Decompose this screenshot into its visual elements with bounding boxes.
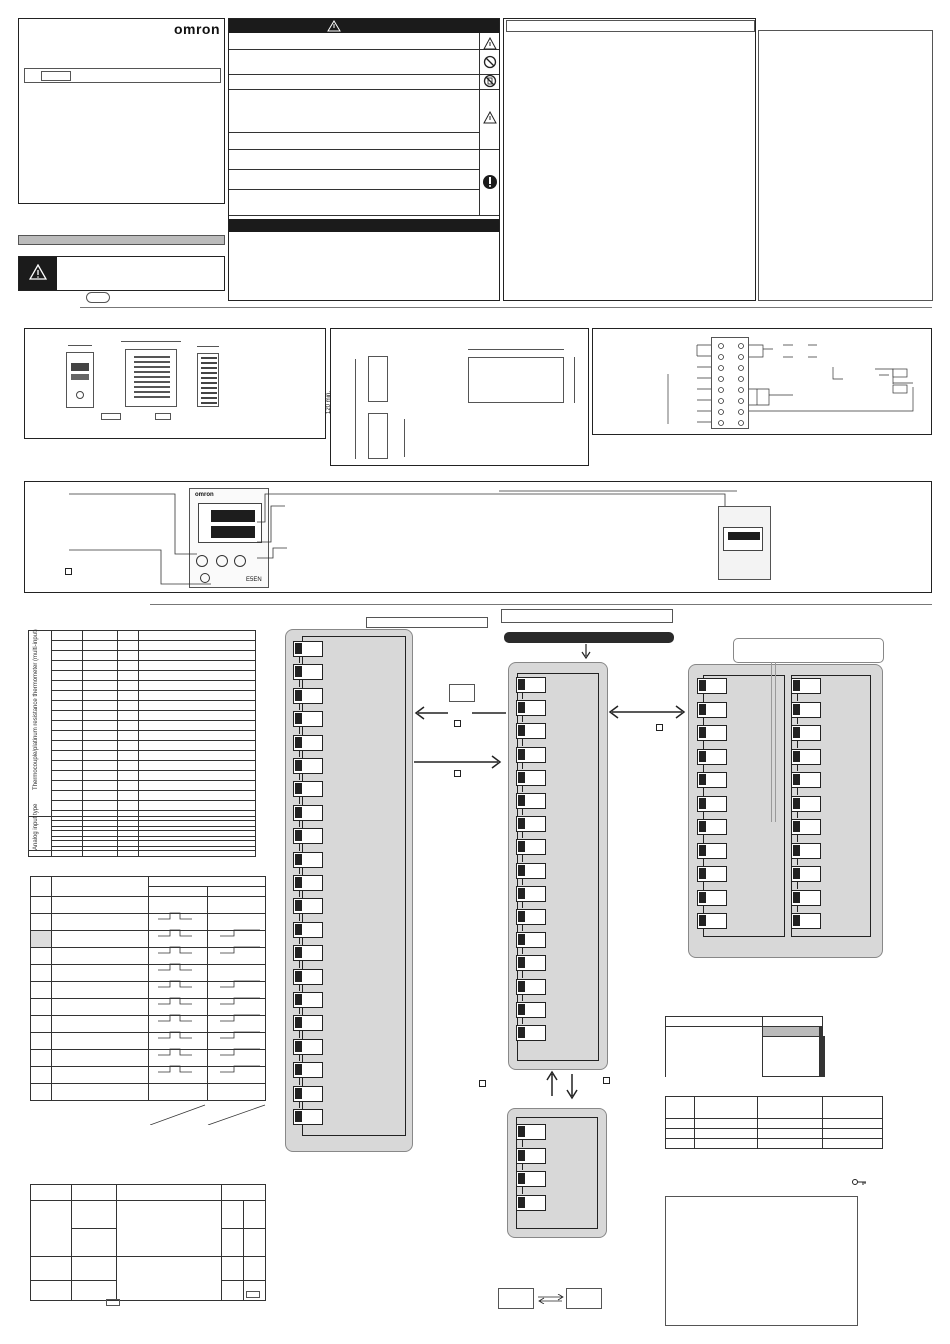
parameter-box	[516, 1124, 546, 1140]
parameter-box	[697, 913, 727, 929]
parameter-box	[516, 1002, 546, 1018]
flow-arrow	[703, 905, 704, 913]
parameter-box	[293, 805, 323, 821]
flow-arrow	[299, 1077, 300, 1084]
notes-panel	[758, 30, 933, 301]
parameter-box	[516, 700, 546, 716]
key-icon	[603, 1077, 610, 1084]
parameter-box	[516, 909, 546, 925]
parameter-box	[697, 843, 727, 859]
cutout-bottom-rect	[368, 413, 388, 459]
parameter-box	[293, 945, 323, 961]
parameter-box	[791, 772, 821, 788]
parameter-box	[293, 664, 323, 680]
flow-arrow	[299, 1030, 300, 1037]
flow-arrow	[797, 693, 798, 701]
parameter-box	[293, 641, 323, 657]
flow-arrow	[703, 811, 704, 819]
flow-arrow	[703, 740, 704, 748]
parameter-box	[293, 1015, 323, 1031]
flow-arrow	[522, 878, 523, 885]
parameter-box	[293, 1086, 323, 1102]
flow-arrow	[299, 796, 300, 803]
warning-icon	[327, 20, 341, 32]
caution-box	[18, 256, 225, 291]
flow-arrow	[522, 1163, 523, 1171]
flow-arrow	[522, 947, 523, 954]
parameter-box	[697, 866, 727, 882]
parameter-box	[293, 969, 323, 985]
parameter-box	[293, 1109, 323, 1125]
input-vertical-label: Thermocouple/platinum resistance thermometer (multi-input)	[33, 629, 39, 790]
parameter-box	[516, 886, 546, 902]
wiring-panel	[592, 328, 932, 435]
display-normal-box	[498, 1288, 534, 1309]
parameter-box	[516, 747, 546, 763]
model-inner-box	[41, 71, 71, 81]
flow-arrow	[299, 890, 300, 897]
flow-arrow	[703, 764, 704, 772]
flow-arrow	[299, 960, 300, 967]
parameter-box	[516, 955, 546, 971]
flow-arrow	[797, 834, 798, 842]
level-title-left	[366, 617, 488, 628]
flow-arrow	[522, 1139, 523, 1147]
parameter-box	[516, 816, 546, 832]
flow-arrow	[299, 820, 300, 827]
parameter-box	[516, 1148, 546, 1164]
safety-header-bar	[229, 19, 499, 33]
parameter-box	[791, 843, 821, 859]
flow-arrow	[703, 717, 704, 725]
parameter-box	[697, 772, 727, 788]
cutout-top-rect	[368, 356, 388, 402]
rear-view-drawing	[197, 353, 219, 407]
parameter-box	[791, 913, 821, 929]
flow-arrow	[797, 740, 798, 748]
flow-arrow	[522, 785, 523, 792]
parameter-box	[293, 688, 323, 704]
flow-arrow	[522, 901, 523, 908]
flow-arrow	[797, 764, 798, 772]
control-output-table	[665, 1016, 825, 1077]
flow-arrow	[703, 834, 704, 842]
flow-arrow	[522, 924, 523, 931]
flow-arrow	[797, 787, 798, 795]
parameter-box	[293, 898, 323, 914]
circle-mark	[86, 292, 110, 303]
wiring-lines	[593, 329, 933, 436]
parameter-box	[293, 852, 323, 868]
parameter-box	[791, 890, 821, 906]
flow-arrow	[522, 692, 523, 699]
parameter-box	[697, 796, 727, 812]
callout-key-box	[65, 568, 72, 575]
flow-arrow	[299, 679, 300, 686]
parameter-box	[516, 770, 546, 786]
parameter-box	[516, 979, 546, 995]
parameter-box	[293, 1062, 323, 1078]
flow-arrow	[299, 773, 300, 780]
key-icon	[852, 1178, 868, 1186]
controller-front-small	[718, 506, 771, 580]
flow-arrow	[797, 811, 798, 819]
no-disassembly-icon	[483, 74, 497, 88]
safety-panel	[228, 18, 500, 301]
front-brand-label: omron	[195, 492, 214, 498]
parameter-box	[293, 711, 323, 727]
flow-arrow	[703, 858, 704, 866]
flow-arrow	[299, 1007, 300, 1014]
parameter-box	[697, 678, 727, 694]
key-icon	[454, 720, 461, 727]
parameter-box	[697, 702, 727, 718]
flow-arrow	[522, 715, 523, 722]
flow-arrow	[299, 984, 300, 991]
toggle-arrows-icon	[536, 1294, 566, 1304]
flow-arrow	[299, 656, 300, 663]
callout-lines	[25, 482, 933, 594]
flow-arrow	[797, 858, 798, 866]
flow-arrow	[299, 913, 300, 920]
parameter-box	[293, 875, 323, 891]
parameter-box	[697, 725, 727, 741]
precautions-panel	[503, 18, 756, 301]
caution-triangle-icon	[483, 37, 497, 50]
parameter-box	[791, 796, 821, 812]
flow-arrow	[797, 905, 798, 913]
caution-dark-tab	[19, 257, 57, 290]
parameter-box	[293, 828, 323, 844]
alarm-waveforms	[150, 905, 270, 1125]
parameter-box	[516, 839, 546, 855]
cutout-wide-rect	[468, 357, 564, 403]
parameter-box	[293, 1039, 323, 1055]
flow-arrow	[299, 843, 300, 850]
warning-icon	[29, 264, 47, 280]
parameter-box	[791, 725, 821, 741]
communication-table	[665, 1096, 883, 1149]
front-panel-description	[24, 481, 932, 593]
parameter-box	[516, 1171, 546, 1187]
flow-arrow	[522, 1017, 523, 1024]
parameter-box	[516, 793, 546, 809]
flow-arrow	[522, 1186, 523, 1194]
dimensions-panel	[24, 328, 326, 439]
parameter-box	[697, 890, 727, 906]
flow-arrow	[299, 750, 300, 757]
parameter-box	[791, 678, 821, 694]
flow-arrow	[522, 970, 523, 977]
key-icon	[656, 724, 663, 731]
parameter-box	[516, 1025, 546, 1041]
parameter-box	[293, 735, 323, 751]
flow-arrow	[522, 738, 523, 745]
level-title-center	[501, 609, 673, 623]
caution-triangle-icon	[483, 111, 497, 124]
parameter-box	[791, 866, 821, 882]
flow-arrow	[522, 854, 523, 861]
analog-vertical-label: Analog input type	[33, 803, 39, 850]
parameter-box	[293, 758, 323, 774]
parameter-box	[516, 1195, 546, 1211]
flow-arrow	[299, 937, 300, 944]
notes-box	[665, 1196, 858, 1326]
flow-arrow	[299, 726, 300, 733]
front-view-drawing	[66, 352, 94, 408]
parameter-box	[697, 749, 727, 765]
flow-arrow	[522, 831, 523, 838]
cover-panel	[18, 18, 225, 204]
key-icon	[479, 1080, 486, 1087]
flow-arrow	[522, 762, 523, 769]
dim-label: 120 min.	[326, 390, 332, 414]
parameter-box	[791, 702, 821, 718]
flow-arrow	[522, 808, 523, 815]
down-arrow-icon	[581, 644, 591, 660]
front-model-label: E5EN	[246, 577, 262, 583]
parameter-box	[516, 723, 546, 739]
analog-input-table	[28, 803, 256, 857]
parameter-box	[697, 819, 727, 835]
panel-cutout-panel	[326, 328, 589, 466]
flow-arrow	[299, 703, 300, 710]
flow-arrow	[522, 994, 523, 1001]
adjustment-note-callout	[733, 638, 884, 663]
omron-logo: omron	[173, 21, 220, 37]
model-box	[24, 68, 221, 83]
flow-arrow	[299, 867, 300, 874]
grey-bar	[18, 235, 225, 245]
display-blink-box	[566, 1288, 602, 1309]
flow-arrow	[299, 1054, 300, 1061]
safety-subheader-bar	[229, 219, 499, 232]
precautions-header-box	[506, 20, 755, 32]
parameter-box	[516, 863, 546, 879]
power-on-bar	[504, 632, 674, 643]
flow-arrow	[299, 1101, 300, 1108]
prohibition-icon	[483, 55, 497, 69]
parameter-box	[791, 749, 821, 765]
output-table	[30, 1184, 266, 1301]
key-combo-image	[449, 684, 475, 702]
parameter-box	[293, 992, 323, 1008]
parameter-box	[293, 922, 323, 938]
flow-arrow	[703, 787, 704, 795]
flow-arrow	[797, 717, 798, 725]
parameter-box	[791, 819, 821, 835]
flow-arrow	[797, 881, 798, 889]
parameter-box	[516, 677, 546, 693]
side-view-drawing	[125, 349, 177, 407]
parameter-box	[516, 932, 546, 948]
flow-arrow	[703, 693, 704, 701]
key-icon	[454, 770, 461, 777]
mandatory-action-icon	[482, 174, 498, 190]
flow-arrow	[703, 881, 704, 889]
parameter-box	[293, 781, 323, 797]
